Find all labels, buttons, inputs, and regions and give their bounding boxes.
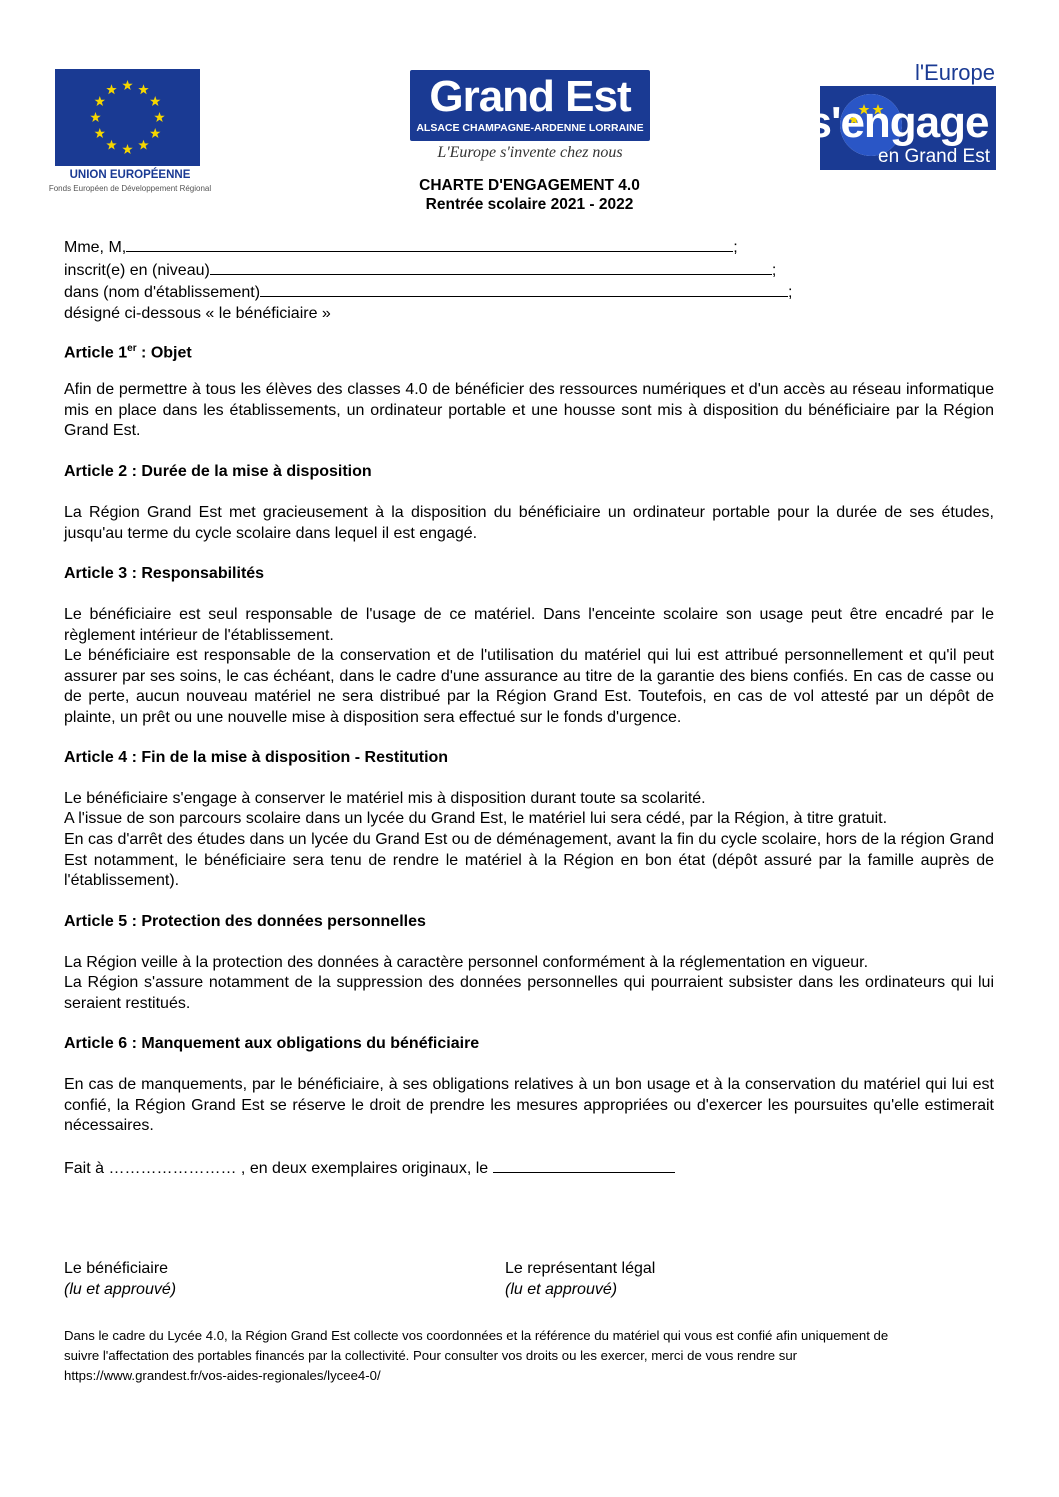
place-date-line [64,1157,994,1180]
school-field-row [64,281,994,304]
date-prefix: , en deux exemplaires originaux, le [240,1160,489,1177]
eu-star-icon [138,84,148,94]
designation-text: désigné ci-dessous « le bénéficiaire » [64,304,331,322]
eu-flag-icon [55,69,200,166]
article-3-paragraph-1: Le bénéficiaire est seul responsable de l'usage de ce matériel. Dans l'enceinte scolaire son usage peut être encadré par le règlement intérieur de l'établissement. [64,606,994,644]
school-field-label: dans (nom d'établissement) [64,284,261,301]
eu-logo-name: UNION EUROPÉENNE [69,169,191,181]
title-line-1: CHARTE D'ENGAGEMENT 4.0 [419,177,640,194]
name-field-label: Mme, M, [64,239,127,256]
article-4-paragraph-3: En cas d'arrêt des études dans un lycée du Grand Est ou de déménagement, avant la fin du cycle scolaire, hors de la région Grand Est notamment, le bénéficiaire sera tenu de rendre le matériel à la Région en bon état (dépôt assuré par la famille auprès de l'établissement). [64,831,994,889]
eu-star-icon [122,144,132,154]
footer-line-1: Dans le cadre du Lycée 4.0, la Région Grand Est collecte vos coordonnées et la référence du matériel qui vous est confié afin uniquement de [64,1328,889,1343]
privacy-footer [64,1326,994,1386]
name-field[interactable] [126,236,733,252]
eu-star-icon [150,128,160,138]
eu-star-icon [138,140,148,150]
eu-star-icon [106,84,116,94]
article-4-paragraph-1: Le bénéficiaire s'engage à conserver le matériel mis à disposition durant toute sa scolarité. [64,790,706,807]
identity-block [64,236,994,324]
article-5-heading: Article 5 : Protection des données personnelles [64,913,426,930]
level-field-label: inscrit(e) en (niveau) [64,261,210,279]
grand-est-logo-regions: ALSACE CHAMPAGNE-ARDENNE LORRAINE [416,122,644,134]
level-field[interactable] [210,259,772,275]
article-5-paragraph-2: La Région s'assure notamment de la suppression des données personnelles qui pourraient subsister dans les ordinateurs qui lui seraient restitués. [64,974,994,1012]
grand-est-logo-name: Grand Est [429,72,631,121]
article-3-paragraph-2: Le bénéficiaire est responsable de la conservation et de l'utilisation du matériel qui lui est attribué personnellement et qu'il peut assurer par ses soins, le cas échéant, dans le cadre d'une assurance au titre de la garantie des biens confiés. En cas de casse ou de perte, aucun nouveau matériel ne sera distribué par la Région Grand Est. Toutefois, en cas de vol attesté par un dépôt de plainte, un prêt ou une nouvelle mise à disposition sera effectué sur le fonds d'urgence. [64,647,994,726]
eu-logo-fund: Fonds Européen de Développement Régional [48,184,212,193]
article-6-heading: Article 6 : Manquement aux obligations du bénéficiaire [64,1035,480,1052]
level-field-end: ; [771,261,777,279]
article-4-heading: Article 4 : Fin de la mise à disposition - Restitution [64,749,449,766]
grand-est-logo-box [410,70,650,141]
legal-representative-note: (lu et approuvé) [505,1280,618,1298]
eu-star-icon [95,96,105,106]
article-1-heading: Article 1er : Objet [64,343,192,362]
school-field[interactable] [260,281,788,297]
europe-sengage-top: l'Europe [914,60,995,85]
legal-representative-label: Le représentant légal [505,1260,656,1277]
footer-url-link[interactable]: https://www.grandest.fr/vos-aides-regionales/lycee4-0/ [64,1368,381,1383]
school-field-end: ; [788,284,793,301]
beneficiary-note: (lu et approuvé) [64,1280,177,1298]
europe-sengage-region: en Grand Est [878,146,990,167]
europe-sengage-word-b: engage [840,98,989,147]
eu-star-icon [106,140,116,150]
eu-star-icon [154,112,164,122]
date-field[interactable] [493,1157,675,1173]
title-line-2: Rentrée scolaire 2021 - 2022 [425,196,634,213]
article-4-paragraph-2: A l'issue de son parcours scolaire dans un lycée du Grand Est, le matériel lui sera cédé, par la Région, à titre gratuit. [64,810,888,827]
beneficiary-label: Le bénéficiaire [64,1260,169,1277]
name-field-row [64,236,994,259]
article-3-heading: Article 3 : Responsabilités [64,565,265,582]
grand-est-tagline: L'Europe s'invente chez nous [437,144,623,161]
place-prefix: Fait à [64,1160,105,1177]
article-2-paragraph: La Région Grand Est met gracieusement à la disposition du bénéficiaire un ordinateur portable pour la durée de ses études, jusqu'au terme du cycle scolaire dans lequel il est engagé. [64,504,994,542]
level-field-row [64,259,994,282]
eu-star-icon [90,112,100,122]
eu-star-icon [150,96,160,106]
europe-sengage-word-a: s' [807,98,841,147]
grand-est-logo [405,70,650,170]
footer-line-2: suivre l'affectation des portables financés par la collectivité. Pour consulter vos droits ou les exercer, merci de vous rendre sur [64,1348,798,1363]
article-6-paragraph: En cas de manquements, par le bénéficiaire, à ses obligations relatives à un bon usage et à la conservation du matériel qui lui est confié, la Région Grand Est se réserve le droit de prendre les mesures appropriées ou d'exercer les poursuites qu'elle estimerait nécessaires. [64,1076,994,1134]
beneficiary-signature [64,1259,176,1300]
place-field[interactable]: …………………… [108,1160,237,1177]
eu-star-icon [122,80,132,90]
article-2-heading: Article 2 : Durée de la mise à disposition [64,463,372,480]
legal-representative-signature [505,1259,655,1300]
eu-star-icon [95,128,105,138]
name-field-end: ; [733,239,738,256]
europe-sengage-word [798,100,998,146]
document-title [0,176,1059,214]
article-1-paragraph: Afin de permettre à tous les élèves des classes 4.0 de bénéficier des ressources numériques et d'un accès au réseau informatique mis en place dans les établissements, un ordinateur portable et une housse sont mis à disposition du bénéficiaire par la Région Grand Est. [64,381,994,439]
europe-sengage-logo [798,60,998,172]
article-5-paragraph-1: La Région veille à la protection des données à caractère personnel conformément à la réglementation en vigueur. [64,954,869,971]
